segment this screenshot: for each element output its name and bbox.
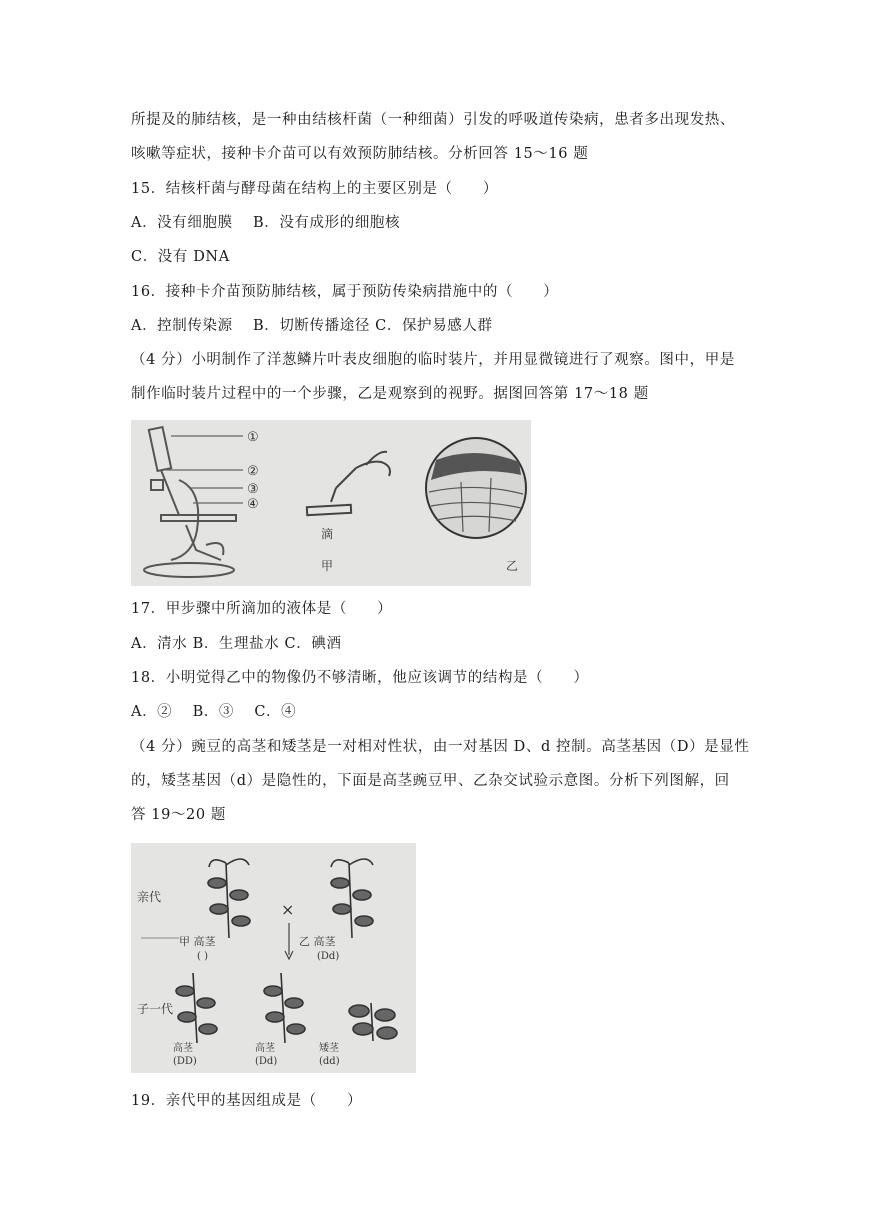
question-18-options: A．② B．③ C．④	[131, 704, 297, 720]
child-2-genotype: (Dd)	[255, 1056, 278, 1067]
parent-jia-genotype: ( )	[197, 951, 208, 962]
pea-intro-3: 答 19～20 题	[131, 807, 227, 823]
pea-cross-figure	[131, 843, 416, 1073]
question-15-options-ab: A．没有细胞膜 B．没有成形的细胞核	[131, 215, 401, 231]
microscope-figure-svg	[131, 420, 531, 586]
drop-label: 滴	[321, 527, 334, 541]
child-plant-1	[176, 973, 217, 1043]
child-1-label: 高茎	[173, 1043, 193, 1054]
parent-plant-yi	[331, 859, 373, 938]
parent-yi-label: 乙 高茎	[299, 935, 336, 948]
child-1-genotype: (DD)	[173, 1056, 197, 1067]
cross-symbol: ×	[281, 900, 295, 919]
pea-intro-2: 的，矮茎基因（d）是隐性的，下面是高茎豌豆甲、乙杂交试验示意图。分析下列图解，回	[131, 773, 730, 789]
marker-2: ②	[247, 464, 259, 479]
line-tb-intro-1: 所提及的肺结核，是一种由结核杆菌（一种细菌）引发的呼吸道传染病，患者多出现发热、	[131, 112, 735, 128]
parent-jia-label: 甲 高茎	[179, 935, 216, 948]
parent-plant-jia	[208, 859, 250, 938]
parent-yi-genotype: (Dd)	[317, 951, 340, 962]
microscope-figure	[131, 420, 531, 586]
microscope-drawing	[144, 427, 236, 577]
question-15-option-c: C．没有 DNA	[131, 249, 230, 265]
marker-3: ③	[247, 482, 259, 497]
marker-4: ④	[247, 497, 259, 512]
question-17: 17．甲步骤中所滴加的液体是（ ）	[131, 601, 393, 617]
question-17-options: A．清水 B．生理盐水 C．碘酒	[131, 636, 342, 652]
field-of-view-drawing	[426, 438, 526, 538]
dropper-drawing	[307, 452, 390, 515]
parent-generation-label: 亲代	[137, 890, 162, 904]
label-yi: 乙	[506, 559, 519, 573]
question-19: 19．亲代甲的基因组成是（ ）	[131, 1093, 363, 1109]
label-jia: 甲	[321, 559, 334, 573]
child-plant-2	[264, 973, 305, 1043]
child-3-genotype: (dd)	[319, 1056, 340, 1067]
child-3-label: 矮茎	[319, 1043, 339, 1054]
pea-intro-1: （4 分）豌豆的高茎和矮茎是一对相对性状，由一对基因 D、d 控制。高茎基因（D）是显性	[131, 739, 750, 755]
child-2-label: 高茎	[255, 1043, 275, 1054]
child-plant-3-dwarf	[349, 1003, 397, 1041]
marker-1: ①	[247, 430, 259, 445]
question-18: 18．小明觉得乙中的物像仍不够清晰，他应该调节的结构是（ ）	[131, 670, 589, 686]
line-tb-intro-2: 咳嗽等症状，接种卡介苗可以有效预防肺结核。分析回答 15～16 题	[131, 146, 589, 162]
onion-intro-2: 制作临时装片过程中的一个步骤，乙是观察到的视野。据图回答第 17～18 题	[131, 386, 649, 402]
child-generation-label: 子一代	[137, 1002, 174, 1016]
pea-cross-figure-svg	[131, 843, 416, 1073]
question-15: 15．结核杆菌与酵母菌在结构上的主要区别是（ ）	[131, 181, 498, 197]
question-16-options: A．控制传染源 B．切断传播途径 C．保护易感人群	[131, 318, 493, 334]
question-16: 16．接种卡介苗预防肺结核，属于预防传染病措施中的（ ）	[131, 284, 559, 300]
onion-intro-1: （4 分）小明制作了洋葱鳞片叶表皮细胞的临时装片，并用显微镜进行了观察。图中，甲是	[131, 352, 735, 368]
